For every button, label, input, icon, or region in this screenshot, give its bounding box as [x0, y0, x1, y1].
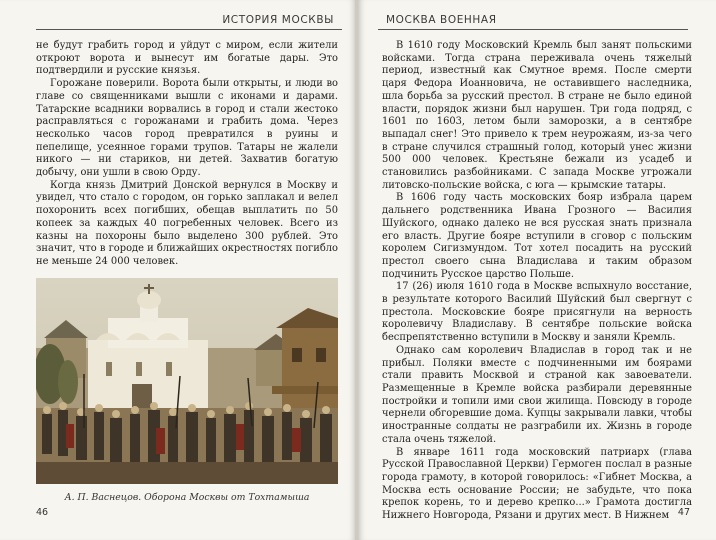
paragraph: В январе 1611 года московский патриарх (глава Русской Православной Церкви) Гермоген послал в разные города грамоту, в которой говорилось: «Гибнет Москва, а Москва есть основание России; не забудьте, что пока крепок корень, то и дерево крепко...» Грамота достигла Нижнего Новгорода, Рязани и других мест. В Нижнем [382, 446, 692, 522]
page-number-right: 47 [677, 507, 690, 518]
paragraph: не будут грабить город и уйдут с миром, если жители откроют ворота и вынесут им богатые дары. Это подтвердили и русские князья. [36, 40, 338, 77]
left-page-text [36, 40, 338, 269]
running-head-left: ИСТОРИЯ МОСКВЫ [222, 14, 334, 26]
paragraph: 17 (26) июля 1610 года в Москве вспыхнуло восстание, в результате которого Василий Шуйский был свергнут с престола. Московские бояре присягнули на верность королевичу Владиславу. В сентябре польские войска беспрепятственно вступили в Москву и заняли Кремль. [382, 281, 692, 344]
paragraph: Горожане поверили. Ворота были открыты, и люди во главе со священниками вышли с иконами и дарами. Татарские всадники ворвались в город и стали жестоко расправляться с горожанами и грабить дома. Через несколько часов город превратился в руины и пепелище, усеянное горами трупов. Татары не жалели никого — ни стариков, ни детей. Захватив богатую добычу, они ушли в свою Орду. [36, 78, 338, 179]
header-rule-right [378, 29, 688, 30]
paragraph: В 1606 году часть московских бояр избрала царем дальнего родственника Ивана Грозного — Василия Шуйского, однако далеко не вся русская знать признала его власть. Другие бояре вступили в сговор с польским королем Сигизмундом. Тот хотел посадить на русский престол своего сына Владислава и таким образом подчинить Русское царство Польше. [382, 192, 692, 280]
header-rule-left [36, 29, 342, 30]
paragraph: Однако сам королевич Владислав в город так и не прибыл. Поляки вместе с подчиненными им боярами стали править Москвой и страной как завоеватели. Размещенные в Кремле войска разбирали деревянные постройки и топили ими свои жилища. Повсюду в городе чернели обгоревшие дома. Купцы закрывали лавки, чтобы иностранные солдаты не разграбили их. Жизнь в городе стала очень тяжелой. [382, 344, 692, 445]
painting-image [36, 278, 338, 484]
painting-illustration [36, 278, 338, 484]
right-page [358, 0, 716, 540]
paragraph: Когда князь Дмитрий Донской вернулся в Москву и увидел, что стало с городом, он горько заплакал и велел похоронить всех погибших, обещав выплатить по 50 копеек за каждых 40 погребенных человек. Всего из казны на похороны было выделено 300 рублей. Это значит, что в городе и ближайших окрестностях погибло не меньше 24 000 человек. [36, 179, 338, 267]
running-head-right: МОСКВА ВОЕННАЯ [386, 14, 497, 26]
right-page-text [382, 40, 692, 523]
illustration-caption: А. П. Васнецов. Оборона Москвы от Тохтамыша [64, 492, 310, 503]
page-number-left: 46 [36, 507, 49, 518]
paragraph: В 1610 году Московский Кремль был занят польскими войсками. Тогда страна переживала очень тяжелый период, известный как Смутное время. После смерти царя Федора Иоанновича, не оставившего наследника, шла борьба за русский престол. В стране не было единой власти, порядок жизни был нарушен. Три года подряд, с 1601 по 1603, летом были заморозки, а в сентябре выпадал снег! Это привело к трем неурожаям, из-за чего в стране случился страшный голод, который унес жизни 500 000 человек. Крестьяне бежали из усадеб и становились разбойниками. С запада Москве угрожали литовско-польские войска, с юга — крымские татары. [382, 40, 692, 191]
left-page [0, 0, 356, 540]
